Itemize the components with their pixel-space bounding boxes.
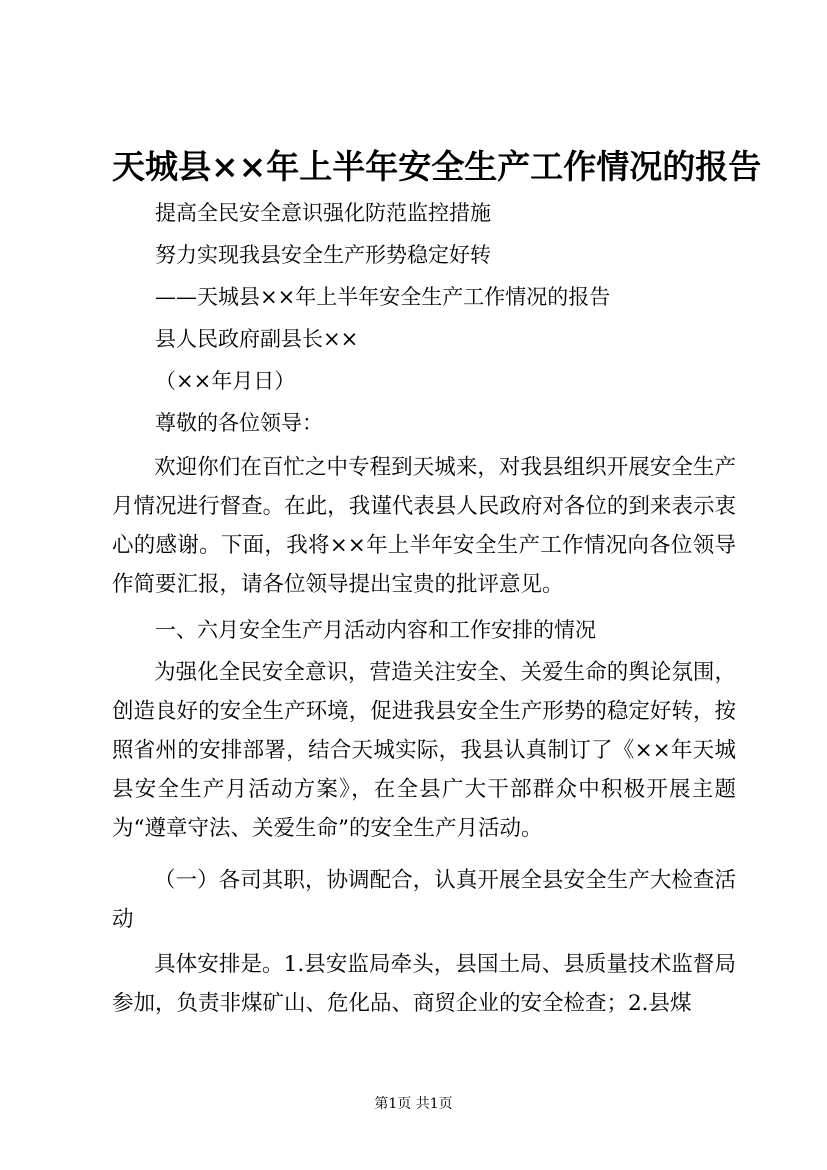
paragraph-2 bbox=[112, 653, 736, 848]
paragraph-3-text: （一）各司其职，协调配合，认真开展全县安全生产大检查活动 bbox=[112, 868, 736, 932]
paragraph-2-text: 为强化全民安全意识，营造关注安全、关爱生命的舆论氛围，创造良好的安全生产环境，促进我县安全生产形势的稳定好转，按照省州的安排部署，结合天城实际，我县认真制订了《××年天城县安全生产月活动方案》，在全县广大干部群众中积极开展主题为“遵章守法、关爱生命”的安全生产月活动。 bbox=[112, 660, 736, 841]
paragraph-4-text: 具体安排是。1.县安监局牵头，县国土局、县质量技术监督局参加，负责非煤矿山、危化品、商贸企业的安全检查；2.县煤 bbox=[112, 952, 736, 1016]
author-line: 县人民政府副县长×× bbox=[155, 327, 359, 351]
paragraph-3 bbox=[112, 861, 736, 939]
section-heading-1: 一、六月安全生产月活动内容和工作安排的情况 bbox=[155, 618, 596, 642]
subtitle-line-3: ——天城县××年上半年安全生产工作情况的报告 bbox=[155, 285, 611, 309]
salutation: 尊敬的各位领导： bbox=[155, 411, 323, 435]
date-line: （××年月日） bbox=[155, 369, 296, 393]
paragraph-1 bbox=[112, 448, 736, 604]
paragraph-4 bbox=[112, 945, 736, 1023]
page-footer: 第1页 共1页 bbox=[374, 1096, 453, 1112]
paragraph-1-text: 欢迎你们在百忙之中专程到天城来，对我县组织开展安全生产月情况进行督查。在此，我谨代表县人民政府对各位的到来表示衷心的感谢。下面，我将××年上半年安全生产工作情况向各位领导作简要汇报，请各位领导提出宝贵的批评意见。 bbox=[112, 455, 736, 597]
subtitle-line-2: 努力实现我县安全生产形势稳定好转 bbox=[155, 243, 491, 267]
subtitle-line-1: 提高全民安全意识强化防范监控措施 bbox=[155, 201, 491, 225]
document-title: 天城县××年上半年安全生产工作情况的报告 bbox=[112, 147, 762, 186]
